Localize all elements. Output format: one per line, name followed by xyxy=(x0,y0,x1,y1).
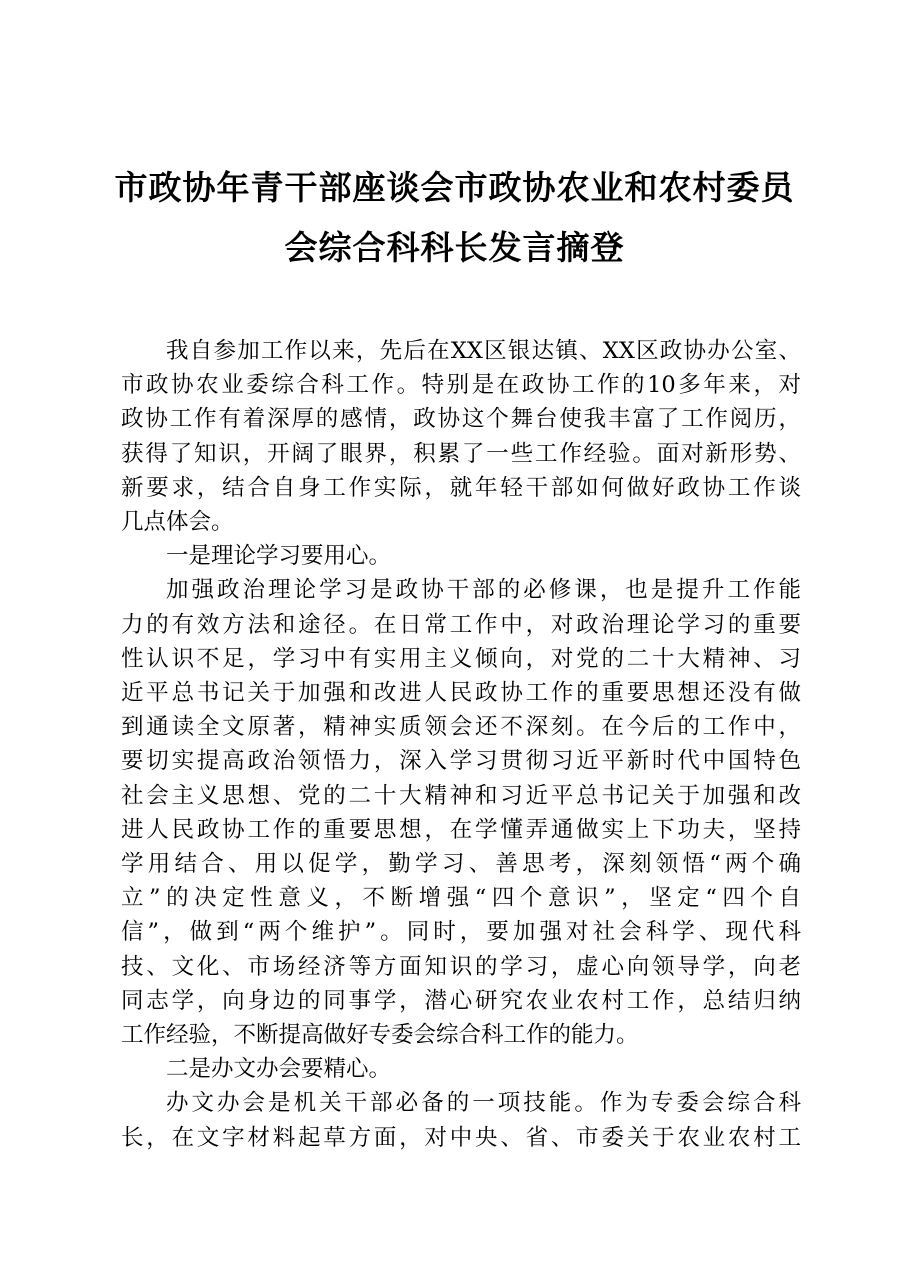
document-body xyxy=(121,334,801,1155)
paragraph-line: 加强政治理论学习是政协干部的必修课，也是提升工作能 xyxy=(166,577,801,604)
paragraph-line: 市政协农业委综合科工作。特别是在政协工作的10多年来，对 xyxy=(121,372,801,399)
paragraph-line: 社会主义思想、党的二十大精神和习近平总书记关于加强和改 xyxy=(121,782,801,809)
document-title xyxy=(90,158,819,278)
paragraph-line: 技、文化、市场经济等方面知识的学习，虚心向领导学，向老 xyxy=(121,953,801,980)
paragraph-line: 政协工作有着深厚的感情，政协这个舞台使我丰富了工作阅历， xyxy=(121,406,801,433)
paragraph-line: 获得了知识，开阔了眼界，积累了一些工作经验。面对新形势、 xyxy=(121,440,801,467)
paragraph-line: 近平总书记关于加强和改进人民政协工作的重要思想还没有做 xyxy=(121,680,801,707)
paragraph-line: 到通读全文原著，精神实质领会还不深刻。在今后的工作中， xyxy=(121,714,801,741)
paragraph-line: 学用结合、用以促学，勤学习、善思考，深刻领悟“两个确 xyxy=(121,851,801,878)
paragraph-line: 我自参加工作以来，先后在XX区银达镇、XX区政协办公室、 xyxy=(166,338,801,364)
paragraph-line: 进人民政协工作的重要思想，在学懂弄通做实上下功夫，坚持 xyxy=(121,816,801,843)
body-paragraph xyxy=(121,334,801,539)
paragraph-line: 几点体会。 xyxy=(121,509,234,536)
paragraph-line: 性认识不足，学习中有实用主义倾向，对党的二十大精神、习 xyxy=(121,645,801,672)
paragraph-line: 办文办会是机关干部必备的一项技能。作为专委会综合科 xyxy=(166,1090,801,1117)
paragraph-line: 力的有效方法和途径。在日常工作中，对政治理论学习的重要 xyxy=(121,611,801,638)
paragraph-line: 信”，做到“两个维护”。同时，要加强对社会科学、现代科 xyxy=(121,919,801,946)
body-paragraph xyxy=(121,1086,801,1154)
paragraph-line: 立”的决定性意义，不断增强“四个意识”，坚定“四个自 xyxy=(121,885,801,912)
paragraph-line: 一是理论学习要用心。 xyxy=(166,543,392,570)
paragraph-line: 要切实提高政治领悟力，深入学习贯彻习近平新时代中国特色 xyxy=(121,748,801,775)
section-heading xyxy=(121,539,801,573)
paragraph-line: 二是办文办会要精心。 xyxy=(166,1056,392,1083)
paragraph-line: 工作经验，不断提高做好专委会综合科工作的能力。 xyxy=(121,1022,639,1049)
paragraph-line: 同志学，向身边的同事学，潜心研究农业农村工作，总结归纳 xyxy=(121,987,801,1014)
paragraph-line: 长，在文字材料起草方面，对中央、省、市委关于农业农村工 xyxy=(121,1124,801,1151)
paragraph-line: 新要求，结合自身工作实际，就年轻干部如何做好政协工作谈 xyxy=(121,474,801,501)
section-heading xyxy=(121,1052,801,1086)
title-line: 市政协年青干部座谈会市政协农业和农村委员 xyxy=(114,168,795,207)
title-line: 会综合科科长发言摘登 xyxy=(284,228,625,267)
body-paragraph xyxy=(121,573,801,1052)
